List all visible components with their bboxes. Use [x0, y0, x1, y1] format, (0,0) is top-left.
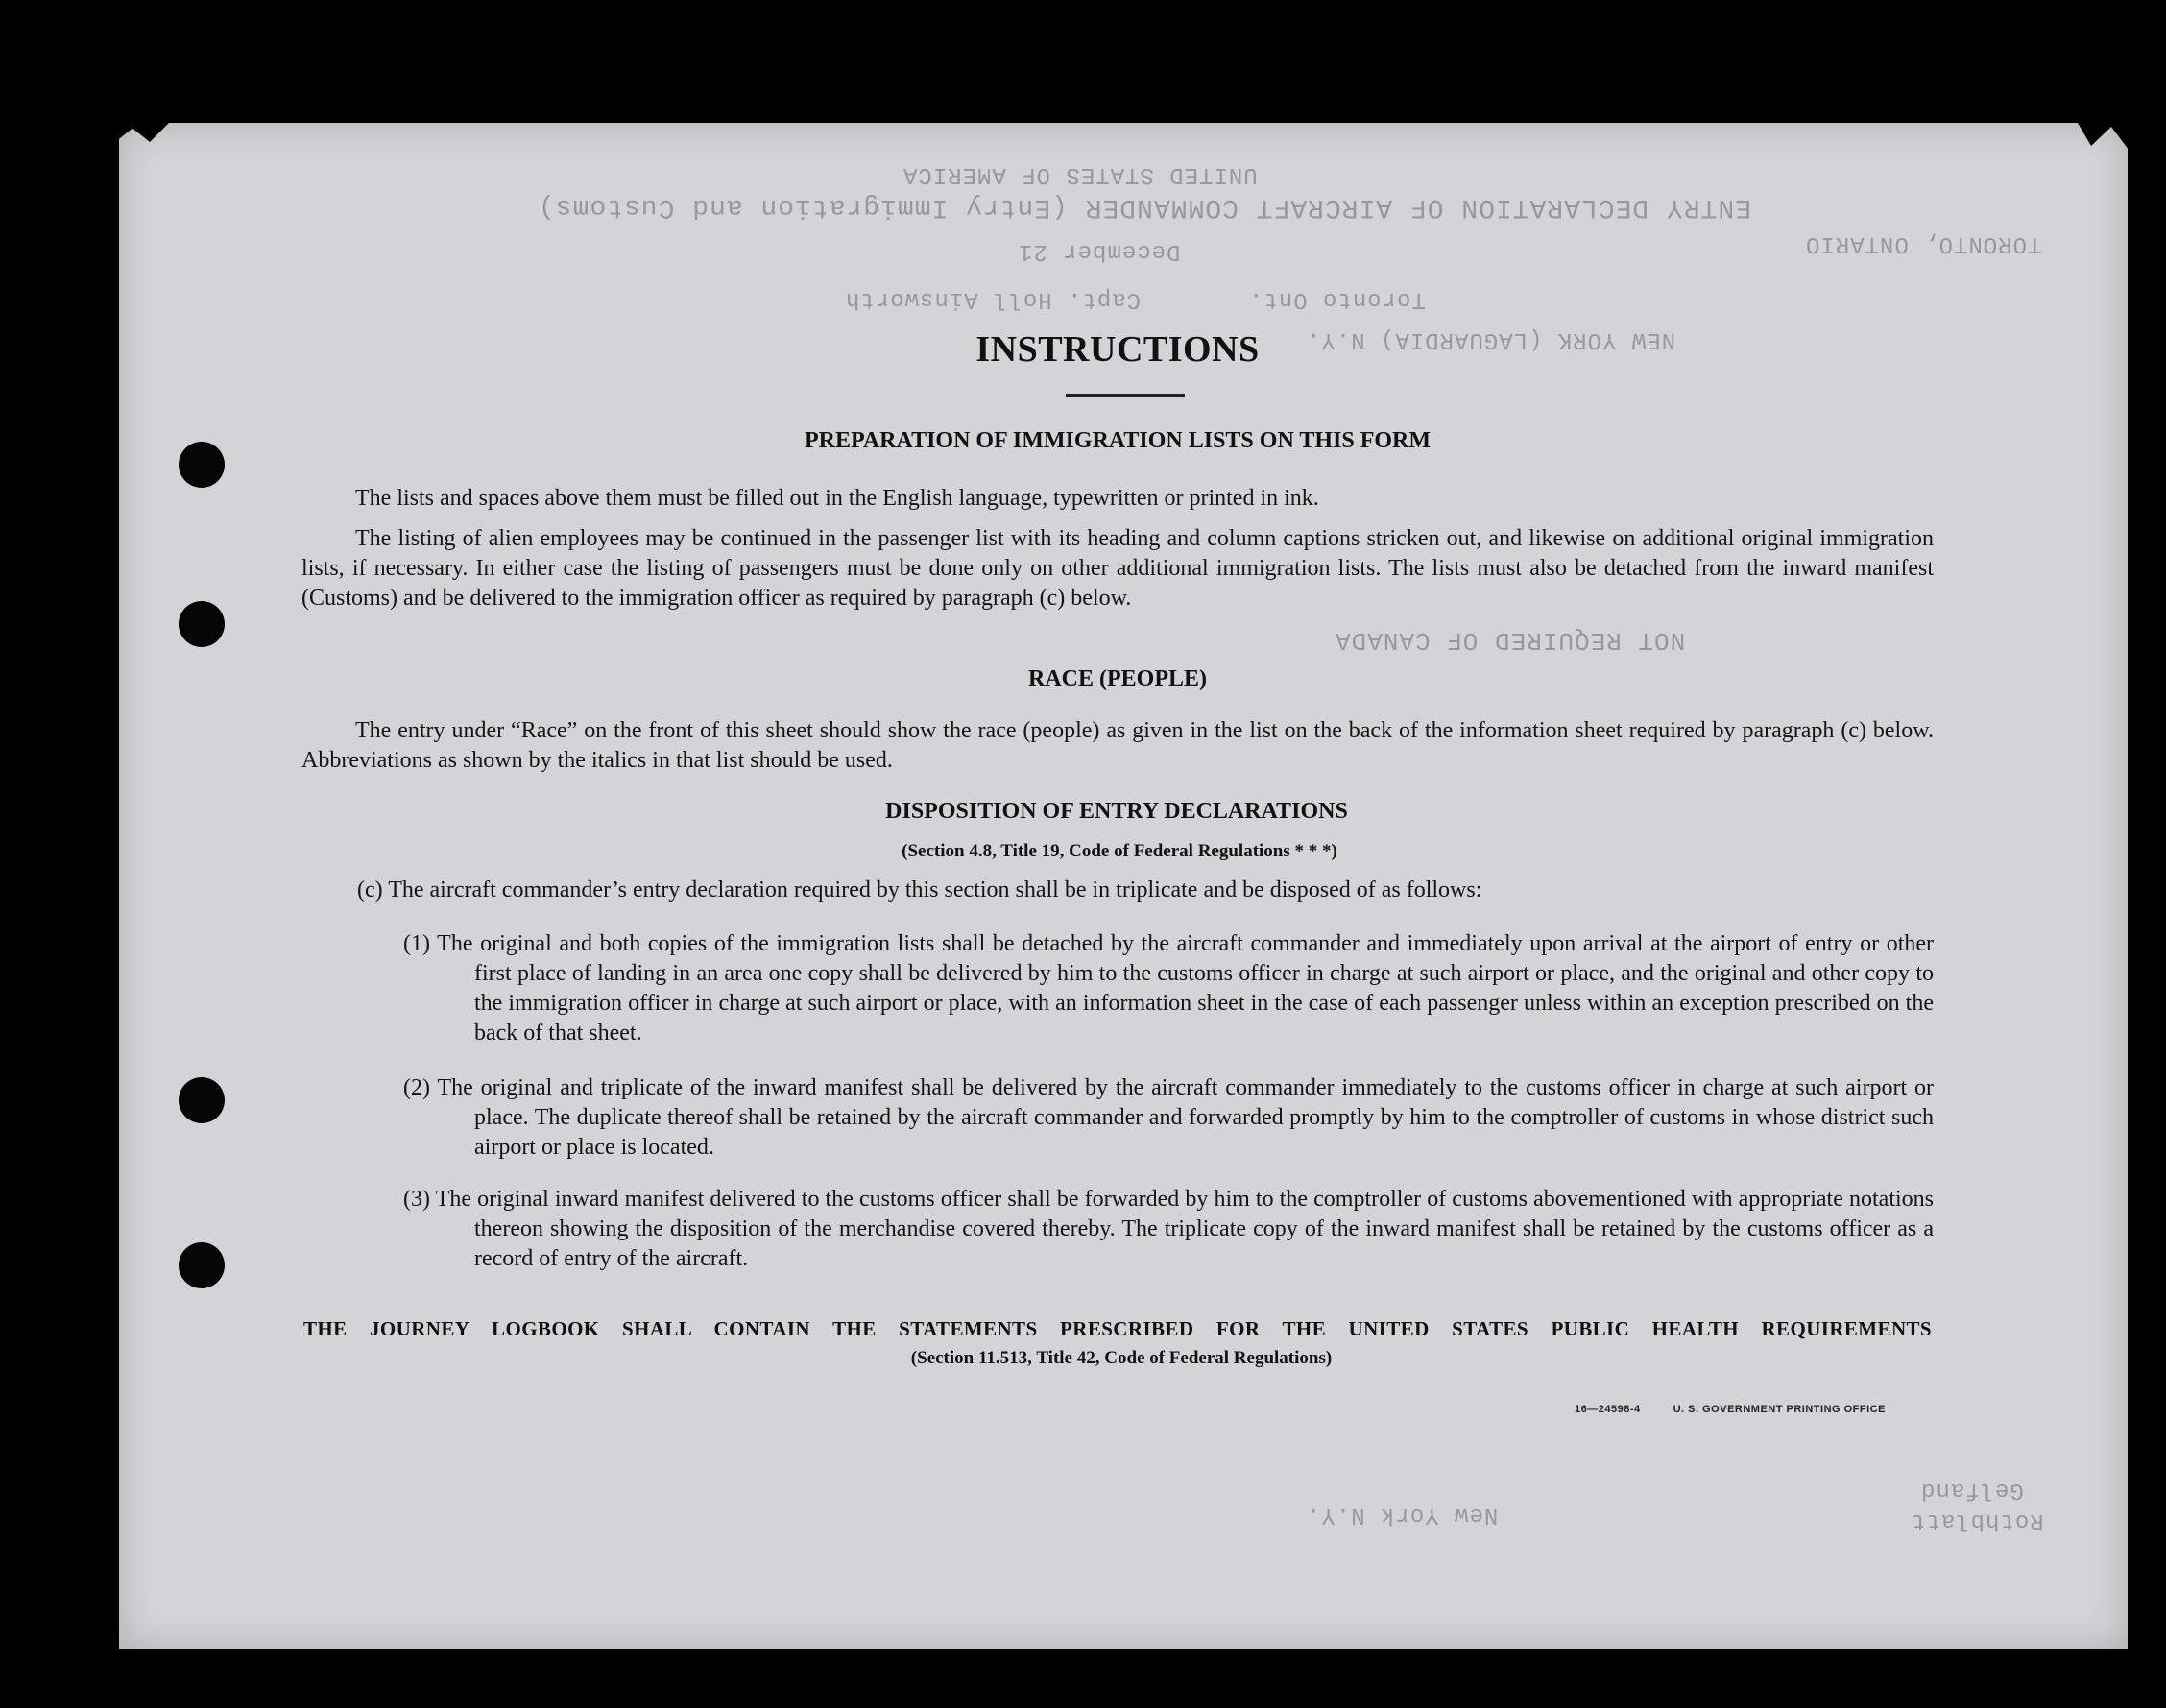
disposition-citation: (Section 4.8, Title 19, Code of Federal Regulations * * *) [902, 841, 1337, 861]
punch-hole [179, 1077, 225, 1123]
form-number: 16—24598-4 [1575, 1404, 1641, 1415]
bleed-through-line: New York N.Y. [1306, 1502, 1499, 1528]
bleed-through-line: UNITED STATES OF AMERICA [902, 161, 1258, 187]
list-item-disposition-1: (1) The original and both copies of the immigration lists shall be detached by the aircraft commander and immediately upon arrival at the airport of entry or other first place of landing in an area one copy shall be delivered by him to the customs officer in charge at such airport or place, and the original and other copy to the immigration officer in charge at such airport or place, with an information sheet in the case of each passenger unless within an exception prescribed on the back of that sheet. [403, 931, 1934, 1046]
punch-hole [179, 1242, 225, 1288]
paragraph-english-language: The lists and spaces above them must be filled out in the English language, typewritten or printed in ink. [355, 486, 1319, 511]
paragraph-alien-employees: The listing of alien employees may be continued in the passenger list with its heading and column captions stricken out, and likewise on additional original immigration lists, if necessary. In either case the listing of passengers must be done only on other additional immigration lists. The lists must also be detached from the inward manifest (Customs) and be delivered to the immigration officer as required by paragraph (c) below. [301, 526, 1934, 611]
public-health-citation: (Section 11.513, Title 42, Code of Federal Regulations) [910, 1348, 1333, 1368]
punch-hole [179, 601, 225, 647]
section-heading-race: RACE (PEOPLE) [1028, 666, 1207, 691]
paragraph-disposition-intro: (c) The aircraft commander’s entry declaration required by this section shall be in triplicate and be disposed of as follows: [357, 878, 1482, 902]
bleed-through-line: Toronto Ont. [1248, 286, 1426, 312]
punch-hole [179, 442, 225, 488]
bleed-through-line: NEW YORK (LAGUARDIA) N.Y. [1306, 326, 1676, 352]
page-title: INSTRUCTIONS [975, 329, 1260, 370]
bleed-through-line: TORONTO, ONTARIO [1805, 230, 2042, 256]
bleed-through-line: Gelfand [1920, 1477, 2024, 1503]
section-heading-preparation: PREPARATION OF IMMIGRATION LISTS ON THIS FORM [804, 428, 1432, 453]
list-item-disposition-3: (3) The original inward manifest delivered to the customs officer shall be forwarded by him to the comptroller of customs abovementioned with appropriate notations thereon showing the disposition of the merchandise covered thereby. The triplicate copy of the inward manifest shall be retained by the customs officer as a record of entry of the aircraft. [403, 1187, 1934, 1271]
section-heading-disposition: DISPOSITION OF ENTRY DECLARATIONS [885, 799, 1348, 824]
public-health-statement: THE JOURNEY LOGBOOK SHALL CONTAIN THE STATEMENTS PRESCRIBED FOR THE UNITED STATES PUBLIC HEALTH REQUIREMENTS [303, 1317, 1932, 1340]
bleed-through-line: ENTRY DECLARATION OF AIRCRAFT COMMANDER (Entry Immigration and Customs) [538, 192, 1751, 222]
printing-office: U. S. GOVERNMENT PRINTING OFFICE [1673, 1404, 1886, 1415]
bleed-through-line: December 21 [1018, 238, 1181, 264]
printer-imprint [1575, 1404, 1886, 1415]
title-underline [1066, 394, 1185, 397]
paragraph-race-entry: The entry under “Race” on the front of this sheet should show the race (people) as given in the list on the back of the information sheet required by paragraph (c) below. Abbreviations as shown by the italics in that list should be used. [301, 718, 1934, 773]
bleed-through-line: Capt. Holl Ainsworth [845, 286, 1142, 312]
bleed-through-line: Rothblatt [1911, 1507, 2044, 1533]
list-item-disposition-2: (2) The original and triplicate of the inward manifest shall be delivered by the aircraft commander immediately to the customs officer in charge at such airport or place. The duplicate thereof shall be retained by the aircraft commander and forwarded promptly by him to the comptroller of customs in whose district such airport or place is located. [403, 1075, 1934, 1160]
bleed-through-line: NOT REQUIRED OF CANADA [1335, 626, 1686, 655]
